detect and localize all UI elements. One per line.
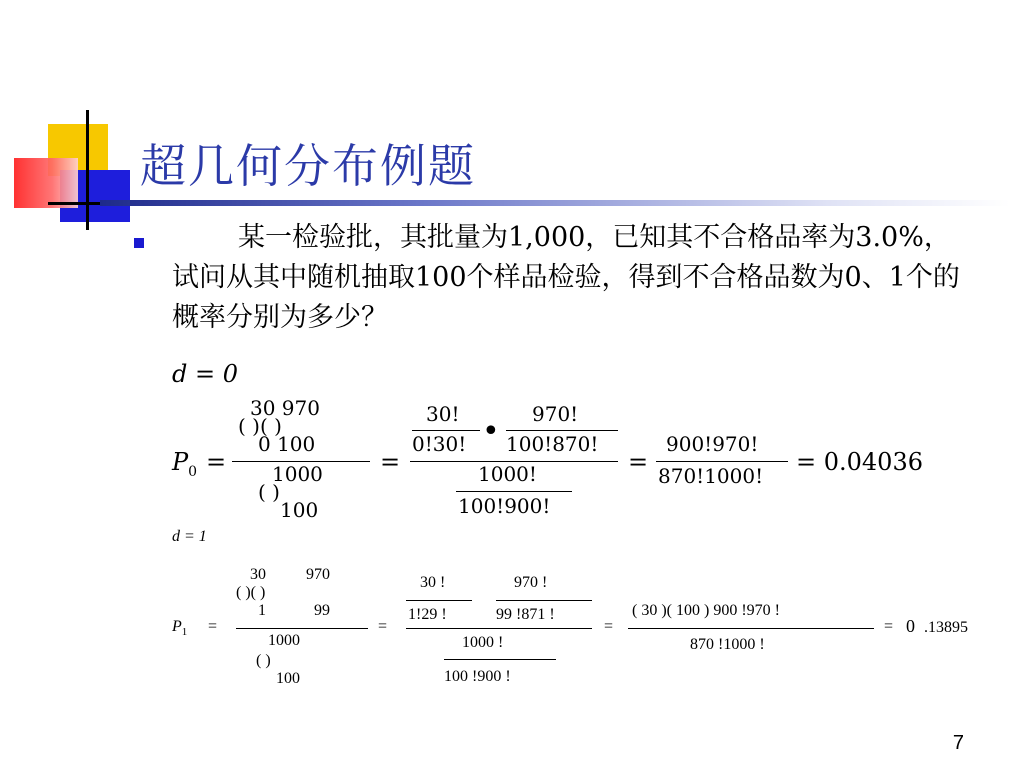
p0-f1-num-b: 970! — [532, 402, 579, 426]
p0-equals-3: = — [628, 448, 649, 476]
p0-f2-den: 870!1000! — [658, 464, 764, 488]
problem-text: 某一检验批，其批量为1,000，已知其不合格品率为3.0%，试问从其中随机抽取100个样品检验，得到不合格品数为0、1个的概率分别为多少？ — [172, 222, 960, 333]
p0-f1-line-b — [506, 430, 618, 431]
p0-f1-line-a — [412, 430, 480, 431]
p1-binom-fraction-line — [236, 628, 368, 629]
slide-title: 超几何分布例题 — [140, 139, 476, 193]
p1-f1-line-a — [406, 600, 472, 601]
p1-f1-big-den-top: 1000 ! — [462, 634, 504, 651]
p0-multiply-dot: • — [482, 414, 500, 449]
p1-label: $P_1$ — [172, 618, 188, 639]
p1-f2-den: 870 !1000 ! — [690, 636, 765, 653]
bullet-icon — [134, 238, 144, 248]
p0-binom-den-top: 1000 — [272, 462, 323, 486]
p1-result-integer: 0 — [906, 616, 915, 636]
p0-binom-den-bottom: 100 — [280, 498, 319, 522]
p0-binom-num-paren: ( )( ) — [238, 414, 282, 438]
p0-f1-num-a: 30! — [426, 402, 460, 426]
p1-equals-4: = — [884, 618, 894, 635]
p1-equals-2: = — [378, 618, 388, 635]
p1-binom-num-top-b: 970 — [306, 566, 330, 583]
p1-f1-main-line — [406, 628, 592, 629]
p0-label: $P_0$ — [172, 448, 198, 480]
p1-equals: = — [208, 618, 218, 635]
logo-vertical-line — [86, 110, 89, 230]
logo-red-block — [14, 158, 78, 208]
p1-f1-big-den-line — [444, 659, 556, 660]
p1-binom-den-top: 1000 — [268, 632, 300, 649]
p0-equals-2: = — [380, 448, 401, 476]
title-underline — [100, 200, 1010, 206]
p1-binom-den-paren: ( ) — [256, 652, 271, 669]
p1-binom-den-bottom: 100 — [276, 670, 300, 687]
p0-f1-den-a: 0!30! — [412, 432, 467, 456]
p0-f1-big-den-top: 1000! — [478, 462, 537, 486]
p0-binom-den-paren: ( ) — [258, 480, 280, 504]
p0-f1-big-den-bottom: 100!900! — [458, 494, 551, 518]
p1-f1-den-a: 1!29 ! — [408, 606, 447, 623]
p0-result: = 0.04036 — [796, 448, 923, 476]
p1-binom-num-bottom-b: 99 — [314, 602, 330, 619]
p1-equals-3: = — [604, 618, 614, 635]
p0-f2-num: 900!970! — [666, 432, 759, 456]
p1-f1-den-b: 99 !871 ! — [496, 606, 555, 623]
d0-equation: d = 0 — [172, 360, 238, 388]
p0-equals: = — [206, 448, 227, 476]
p0-binom-num-bottom: 0 100 — [258, 432, 316, 456]
d1-equation: d = 1 — [172, 528, 207, 545]
p0-f2-line — [656, 461, 788, 462]
p1-f1-num-b: 970 ! — [514, 574, 548, 591]
p1-f2-line — [628, 628, 874, 629]
p1-f1-big-den-bottom: 100 !900 ! — [444, 668, 511, 685]
p1-f2-num: ( 30 )( 100 ) 900 !970 ! — [632, 602, 780, 619]
p1-binom-num-bottom-a: 1 — [258, 602, 266, 619]
page-number: 7 — [952, 732, 964, 754]
p1-f1-num-a: 30 ! — [420, 574, 446, 591]
p1-result-decimal: .13895 — [924, 619, 968, 636]
p1-binom-num-paren: ( )( ) — [236, 584, 266, 601]
p0-binom-num-top: 30 970 — [250, 396, 320, 420]
p1-f1-line-b — [496, 600, 592, 601]
p0-f1-big-den-line — [456, 491, 572, 492]
problem-paragraph — [172, 218, 972, 338]
p0-f1-den-b: 100!870! — [506, 432, 599, 456]
p1-binom-num-top-a: 30 — [250, 566, 266, 583]
